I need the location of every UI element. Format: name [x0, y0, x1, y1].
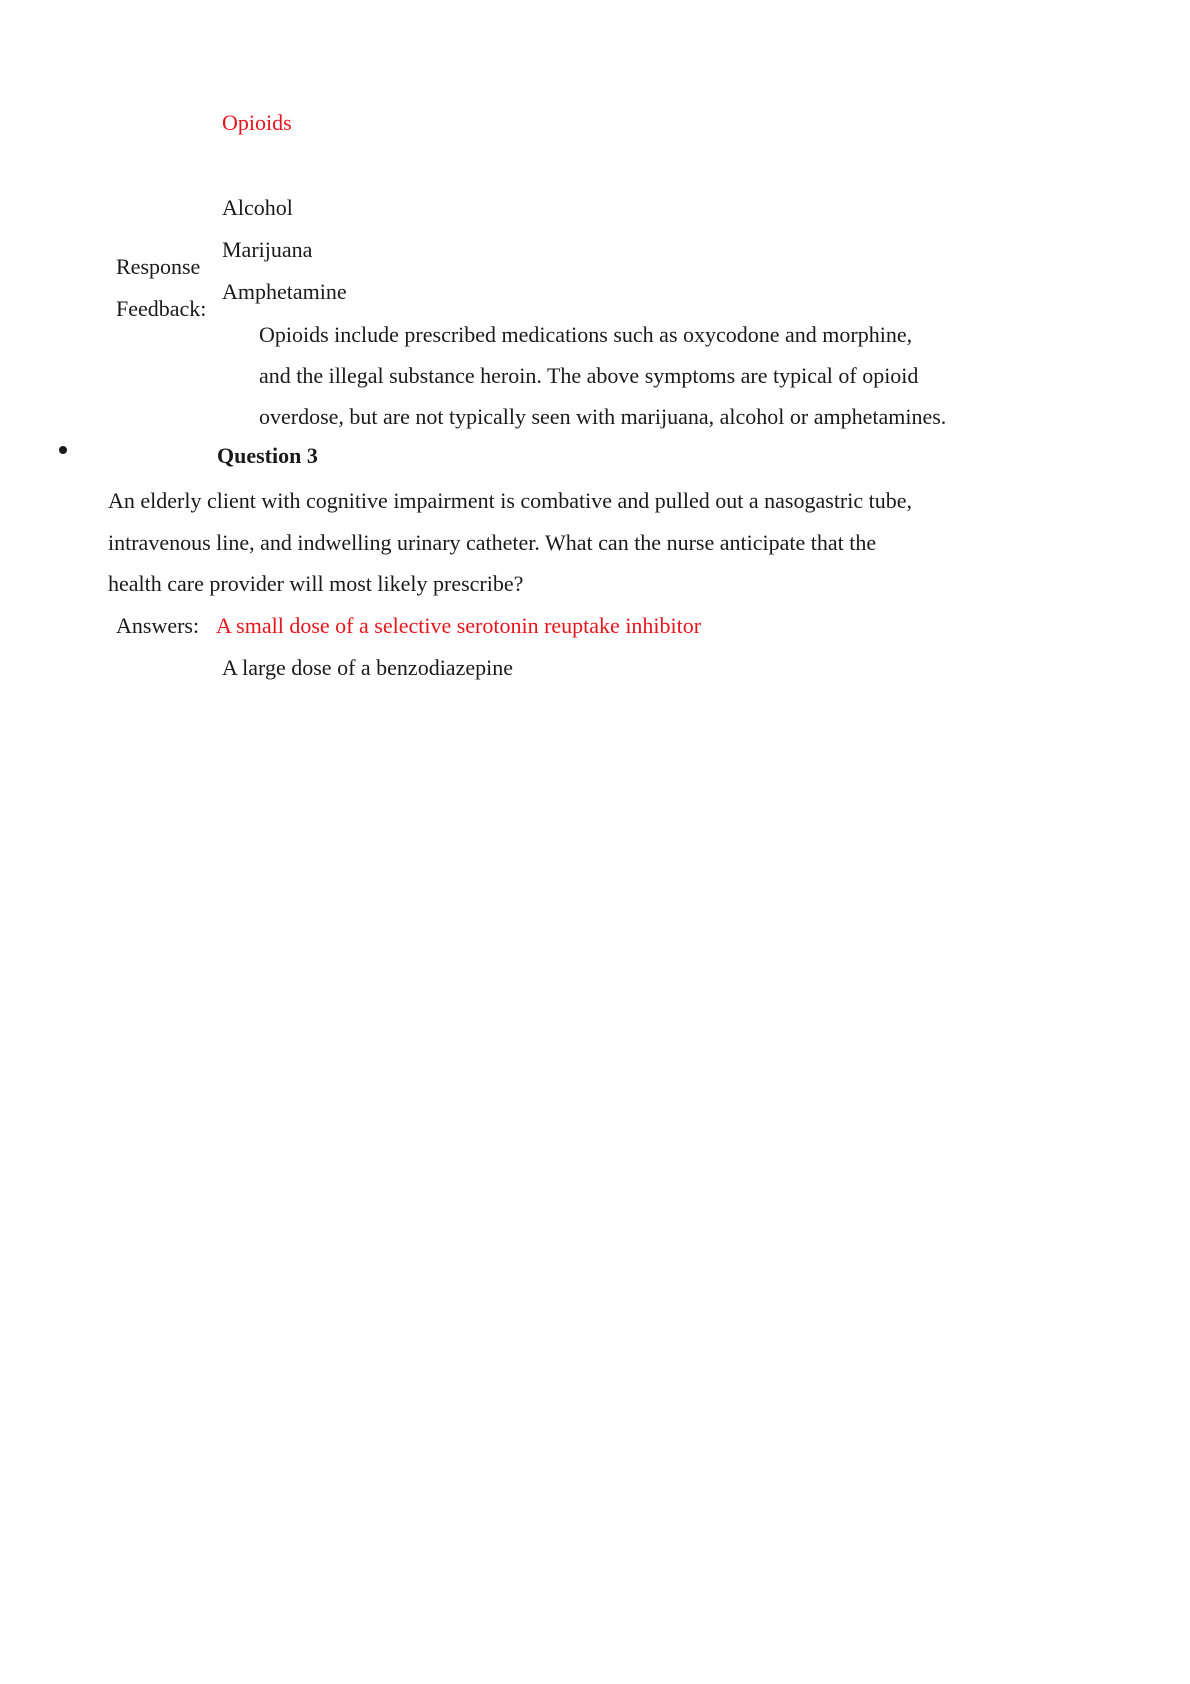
answer-option-correct: A small dose of a selective serotonin reuptake inhibitor: [216, 613, 702, 638]
answer-option: Marijuana: [222, 237, 313, 262]
question-heading: Question 3: [217, 443, 318, 468]
question-text: intravenous line, and indwelling urinary catheter. What can the nurse anticipate that the: [108, 530, 877, 555]
response-feedback-label: Feedback:: [116, 296, 207, 321]
answer-option: A large dose of a benzodiazepine: [222, 655, 513, 680]
question-text: health care provider will most likely prescribe?: [108, 571, 524, 596]
answer-option: Amphetamine: [222, 279, 347, 304]
answer-option: Alcohol: [222, 195, 293, 220]
bullet-icon: [59, 446, 67, 454]
answer-option-correct: Opioids: [222, 110, 292, 135]
feedback-text: overdose, but are not typically seen with marijuana, alcohol or amphetamines.: [259, 404, 947, 429]
answers-label: Answers:: [116, 613, 200, 638]
question-text: An elderly client with cognitive impairment is combative and pulled out a nasogastric tube,: [108, 488, 913, 513]
feedback-text: Opioids include prescribed medications such as oxycodone and morphine,: [259, 322, 913, 347]
response-feedback-label: Response: [116, 254, 201, 279]
feedback-text: and the illegal substance heroin. The above symptoms are typical of opioid: [259, 363, 919, 388]
